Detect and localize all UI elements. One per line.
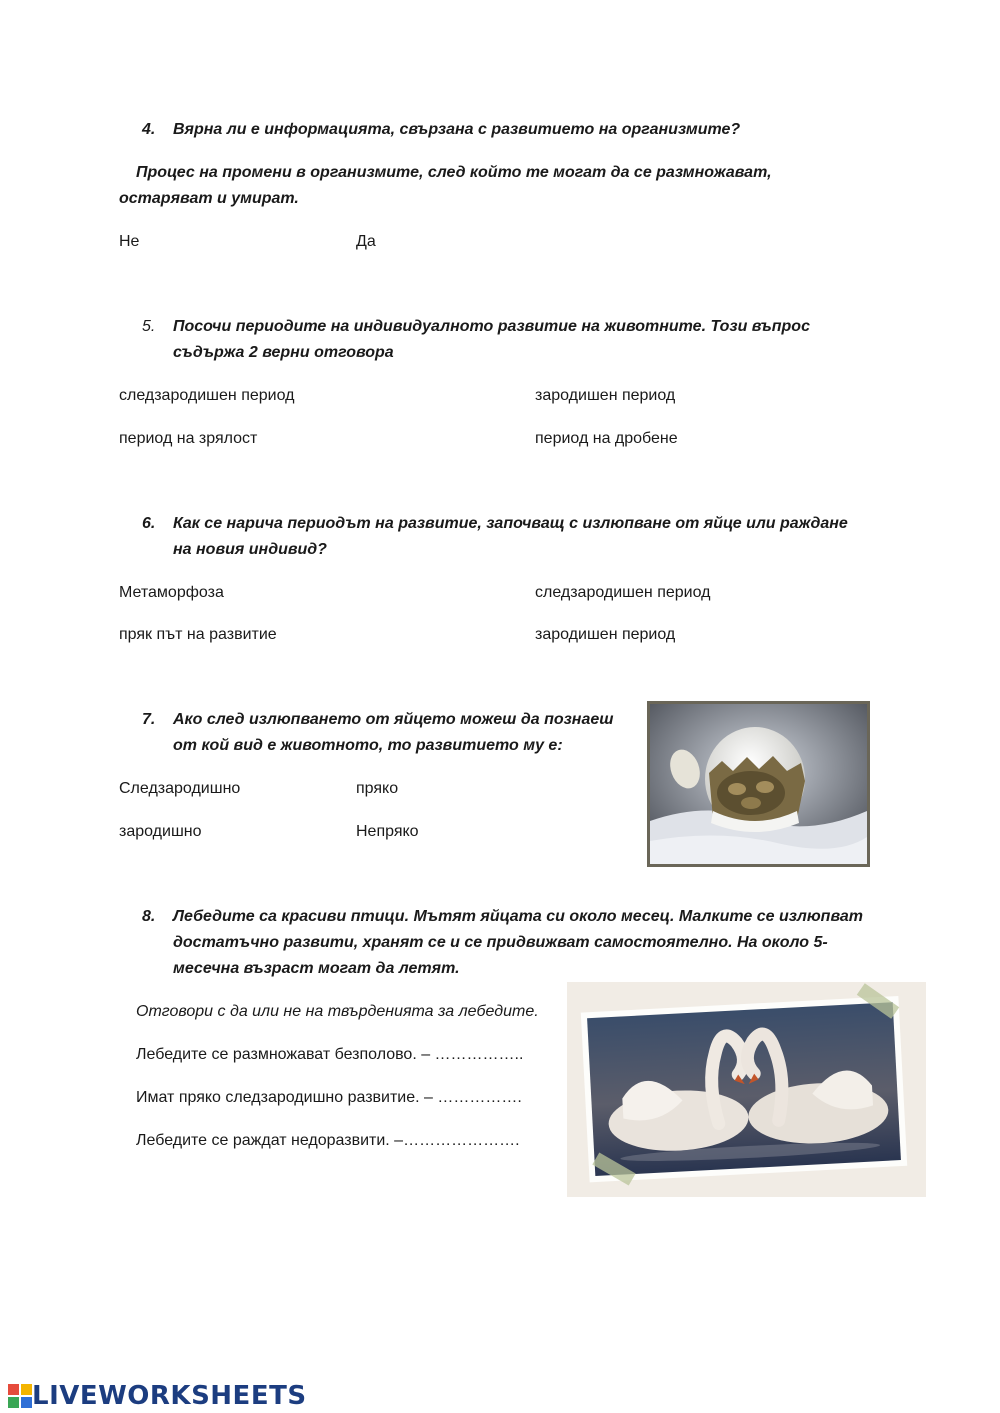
logo-blocks-icon bbox=[8, 1384, 32, 1408]
turtle-hatching-photo bbox=[647, 701, 870, 867]
q4-option-yes[interactable]: Да bbox=[356, 233, 376, 250]
q5-option-4[interactable]: период на дробене bbox=[535, 430, 678, 447]
q7-option-1[interactable]: Следзародишно bbox=[119, 780, 241, 797]
q7-number: 7. bbox=[142, 711, 156, 728]
q4-option-no[interactable]: Не bbox=[119, 233, 140, 250]
q6-number: 6. bbox=[142, 515, 156, 532]
q7-option-4[interactable]: Непряко bbox=[356, 823, 419, 840]
q6-question-line2: на новия индивид? bbox=[173, 541, 327, 558]
q7-option-2[interactable]: пряко bbox=[356, 780, 399, 797]
swans-heart-image bbox=[567, 982, 926, 1197]
q6-option-1[interactable]: Метаморфоза bbox=[119, 584, 224, 601]
q4-question: Вярна ли е информацията, свързана с развитието на организмите? bbox=[173, 121, 741, 138]
q7-option-3[interactable]: зародишно bbox=[119, 823, 202, 840]
q5-option-3[interactable]: период на зрялост bbox=[119, 430, 258, 447]
q8-instruction: Отговори с да или не на твърденията за лебедите. bbox=[136, 1003, 539, 1020]
q8-number: 8. bbox=[142, 908, 156, 925]
q6-question-line1: Как се нарича периодът на развитие, започващ с излюпване от яйце или раждане bbox=[173, 515, 848, 532]
q8-question-line2: достатъчно развити, хранят се и се придвижват самостоятелно. На около 5- bbox=[173, 934, 828, 951]
q5-question-line1: Посочи периодите на индивидуалното развитие на животните. Този въпрос bbox=[173, 318, 810, 335]
q6-option-4[interactable]: зародишен период bbox=[535, 626, 676, 643]
q8-statement-1[interactable]: Лебедите се размножават безполово. – …………….. bbox=[136, 1046, 524, 1063]
q5-option-2[interactable]: зародишен период bbox=[535, 387, 676, 404]
q8-statement-3[interactable]: Лебедите се раждат недоразвити. –…………………. bbox=[136, 1132, 520, 1149]
q4-number: 4. bbox=[142, 121, 156, 138]
q7-question-line1: Ако след излюпването от яйцето можеш да познаеш bbox=[173, 711, 614, 728]
q5-number: 5. bbox=[142, 318, 156, 335]
turtle-hatching-image bbox=[647, 701, 870, 867]
q8-question-line1: Лебедите са красиви птици. Мътят яйцата си около месец. Малките се излюпват bbox=[173, 908, 864, 925]
q8-statement-2[interactable]: Имат пряко следзародишно развитие. – ……………. bbox=[136, 1089, 522, 1106]
q8-question-line3: месечна възраст могат да летят. bbox=[173, 960, 460, 977]
q5-option-1[interactable]: следзародишен период bbox=[119, 387, 295, 404]
q6-option-2[interactable]: следзародишен период bbox=[535, 584, 711, 601]
liveworksheets-logo[interactable] bbox=[8, 1381, 307, 1411]
q4-statement-line2: остаряват и умират. bbox=[119, 190, 299, 207]
q6-option-3[interactable]: пряк път на развитие bbox=[119, 626, 277, 643]
q7-question-line2: от кой вид е животното, то развитието му е: bbox=[173, 737, 563, 754]
q5-question-line2: съдържа 2 верни отговора bbox=[173, 344, 394, 361]
q4-statement-line1: Процес на промени в организмите, след който те могат да се размножават, bbox=[136, 164, 772, 181]
logo-text: LIVEWORKSHEETS bbox=[32, 1381, 307, 1411]
swans-photo bbox=[567, 982, 926, 1197]
